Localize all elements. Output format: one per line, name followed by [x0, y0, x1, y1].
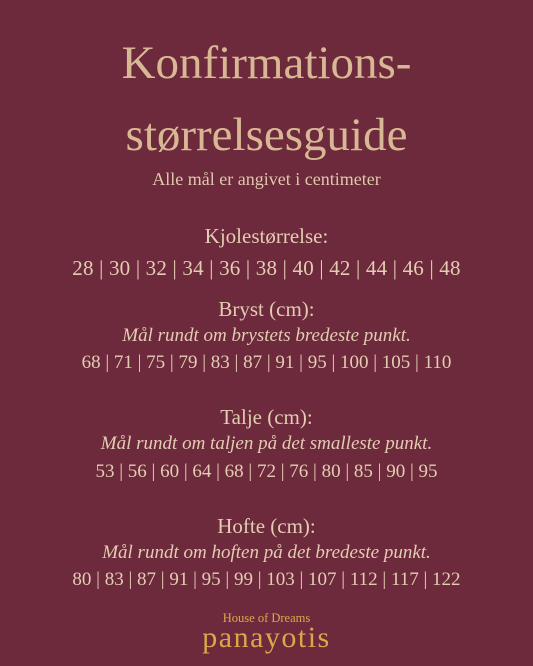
title-line-1: Konfirmations- [121, 37, 412, 89]
brand-logo: panayotis [202, 621, 331, 654]
chest-label: Bryst (cm): [218, 297, 315, 321]
dress-size-label: Kjolestørrelse: [204, 224, 329, 248]
hip-values: 80 | 83 | 87 | 91 | 95 | 99 | 103 | 107 | 112 | 117 | 122 [72, 569, 461, 590]
chest-instruction: Mål rundt om brystets bredeste punkt. [122, 325, 411, 346]
dress-size-values: 28 | 30 | 32 | 34 | 36 | 38 | 40 | 42 | 44 | 46 | 48 [72, 256, 461, 280]
hip-instruction: Mål rundt om hoften på det bredeste punkt. [102, 542, 431, 563]
waist-values: 53 | 56 | 60 | 64 | 68 | 72 | 76 | 80 | 85 | 90 | 95 [95, 461, 438, 482]
hip-label: Hofte (cm): [217, 514, 316, 538]
subtitle: Alle mål er angivet i centimeter [152, 169, 381, 189]
title-line-2: størrelsesguide [125, 109, 408, 161]
waist-label: Talje (cm): [220, 405, 313, 429]
chest-values: 68 | 71 | 75 | 79 | 83 | 87 | 91 | 95 | 100 | 105 | 110 [81, 352, 452, 373]
brand-tagline: House of Dreams [222, 611, 311, 625]
waist-instruction: Mål rundt om taljen på det smalleste punkt. [100, 433, 433, 454]
